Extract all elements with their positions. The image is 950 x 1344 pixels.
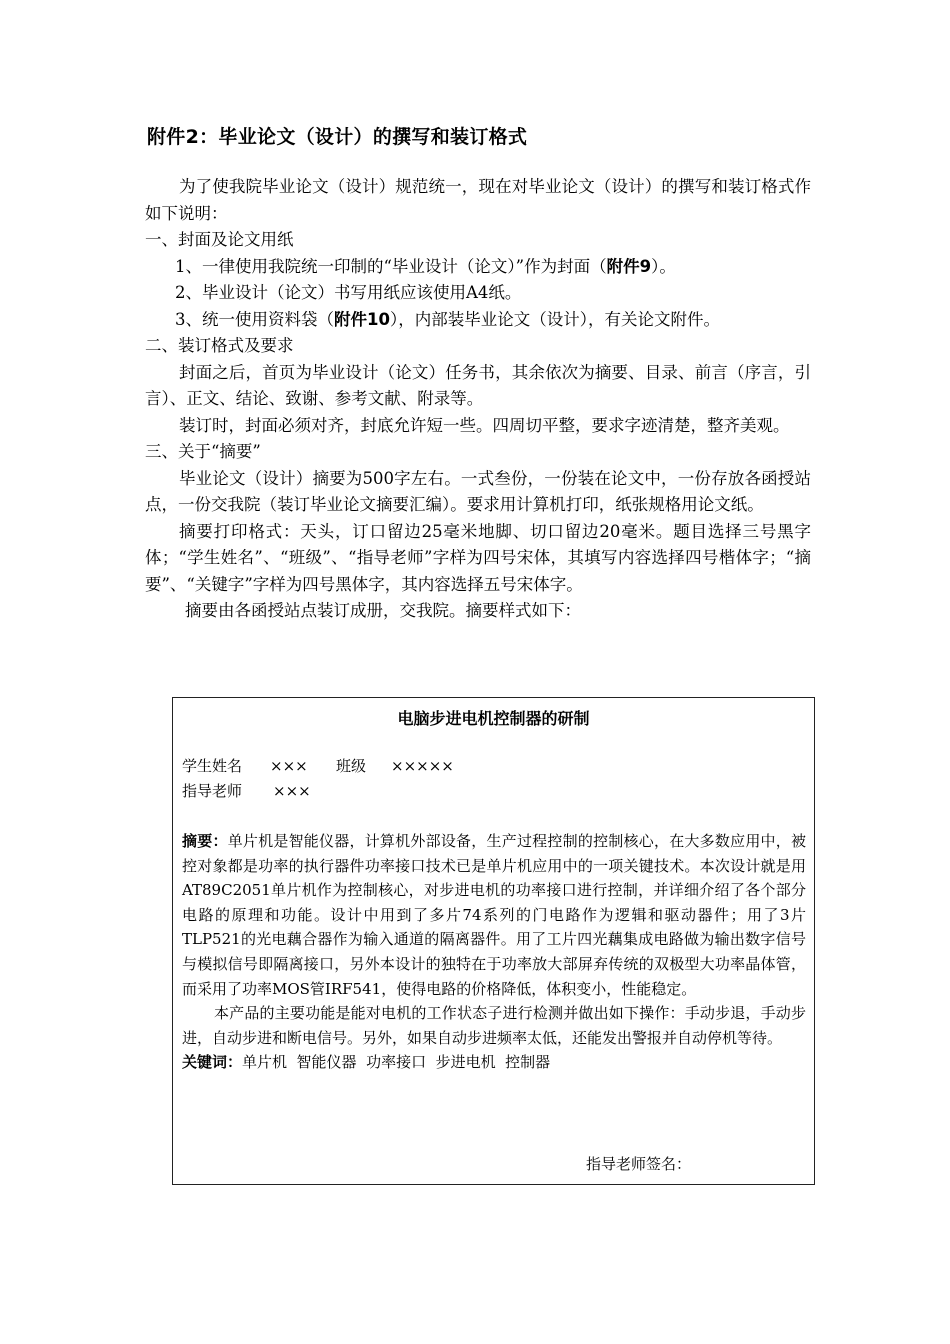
class-value: ×××××: [391, 757, 454, 775]
student-value: ×××: [270, 757, 308, 775]
section-2-para-2: 装订时，封面必须对齐，封底允许短一些。四周切平整，要求字迹清楚，整齐美观。: [179, 415, 790, 435]
section-3-para-2: 摘要打印格式：天头，订口留边25毫米地脚、切口留边20毫米。题目选择三号黑字体；“学生姓名”、“班级”、“指导老师”字样为四号宋体，其填写内容选择四号楷体字；“摘要”、“关键字”字样为四号黑体字，其内容选择五号宋体字。: [145, 521, 811, 594]
keywords-label: 关键词：: [182, 1053, 243, 1072]
section-1-item-2: 2、毕业设计（论文）书写用纸应该使用A4纸。: [175, 283, 522, 302]
advisor-row: [182, 779, 454, 804]
class-label: 班级: [336, 757, 367, 775]
page-title: 附件2：毕业论文（设计）的撰写和装订格式: [147, 126, 528, 148]
item-3-suffix: ），内部装毕业论文（设计），有关论文附件。: [389, 309, 720, 329]
abstract-para-2: 本产品的主要功能是能对电机的工作状态子进行检测并做出如下操作：手动步退，手动步进，自动步进和断电信号。另外，如果自动步进频率太低，还能发出警报并自动停机等待。: [182, 1004, 806, 1047]
sample-title: 电脑步进电机控制器的研制: [397, 709, 590, 728]
item-3-bold: 附件10: [334, 309, 390, 329]
abstract-para-1: [182, 829, 806, 1001]
section-1-item-3: [145, 307, 811, 334]
abstract-sample-box: [172, 697, 815, 1185]
keywords-text: 单片机 智能仪器 功率接口 步进电机 控制器: [242, 1053, 551, 1072]
section-3-para-1: 毕业论文（设计）摘要为500字左右。一式叁份，一份装在论文中，一份存放各函授站点，一份交我院（装订毕业论文摘要汇编）。要求用计算机打印，纸张规格用论文纸。: [145, 468, 811, 514]
keywords-row: [182, 1050, 806, 1075]
section-1-heading: 一、封面及论文用纸: [145, 230, 294, 249]
section-1-item-1: [145, 254, 811, 281]
section-3-heading: 三、关于“摘要”: [145, 442, 261, 461]
abstract-label: 摘要：: [182, 832, 228, 850]
intro-paragraph: 为了使我院毕业论文（设计）规范统一，现在对毕业论文（设计）的撰写和装订格式作如下说明：: [145, 177, 811, 223]
section-2-heading: 二、装订格式及要求: [145, 336, 294, 355]
advisor-value: ×××: [273, 782, 311, 800]
item-3-text: 3、统一使用资料袋（: [175, 309, 334, 329]
advisor-signature: 指导老师签名：: [586, 1155, 692, 1173]
item-1-text: 1、一律使用我院统一印制的“毕业设计（论文）”作为封面（: [175, 256, 607, 276]
student-class-row: [182, 754, 454, 779]
student-label: 学生姓名: [182, 757, 243, 775]
item-1-suffix: ）。: [651, 256, 676, 276]
abstract-text: 单片机是智能仪器，计算机外部设备，生产过程控制的控制核心，在大多数应用中，被控对象都是功率的执行器件功率接口技术已是单片机应用中的一项关键技术。本次设计就是用AT89C2051单片机作为控制核心，对步进电机的功率接口进行控制，并详细介绍了各个部分电路的原理和功能。设计中用到了多片74系列的门电路作为逻辑和驱动器件；用了3片TLP521的光电藕合器作为输入通道的隔离器件。用了工片四光藕集成电路做为输出数字信号与模拟信号即隔离接口，另外本设计的独特在于功率放大部屏弃传统的双极型大功率晶体管，而采用了功率MOS管IRF541，使得电路的价格降低，体积变小，性能稳定。: [182, 832, 806, 998]
section-3-para-3: 摘要由各函授站点装订成册，交我院。摘要样式如下：: [185, 601, 581, 620]
document-body: [145, 174, 811, 625]
sample-info: [182, 754, 454, 804]
item-1-bold: 附件9: [606, 256, 652, 276]
section-2-para-1: 封面之后，首页为毕业设计（论文）任务书，其余依次为摘要、目录、前言（序言，引言）、正文、结论、致谢、参考文献、附录等。: [145, 362, 811, 408]
sample-abstract: [182, 829, 806, 1075]
advisor-label: 指导老师: [182, 782, 243, 800]
